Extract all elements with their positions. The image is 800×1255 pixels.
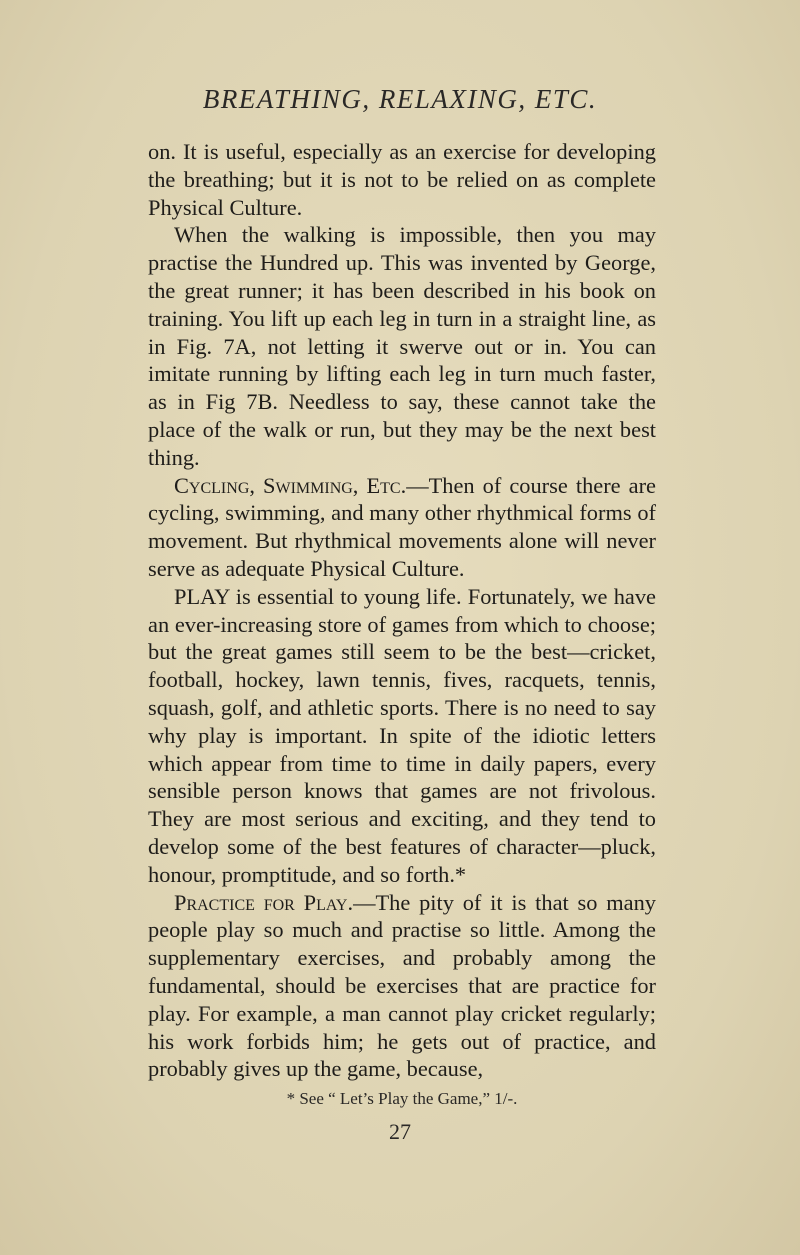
paragraph-2-text: When the walking is impossible, then you may practise the Hundred up. This was invented by George, the great runner; it has been described in his book on training. You lift up each leg in turn in a straight line, as in Fig. 7A, not letting it swerve out or in. You can imitate running by lifting each leg in turn much faster, as in Fig 7B. Needless to say, these cannot take the place of the walk or run, but they may be the next best thing. — [148, 222, 656, 470]
paragraph-3 — [148, 472, 656, 583]
paragraph-1 — [148, 138, 656, 221]
paragraph-1-text: on. It is useful, especially as an exercise for developing the breathing; but it is not to be relied on as complete Physical Culture. — [148, 139, 656, 220]
footnote: * See “ Let’s Play the Game,” 1/-. — [286, 1089, 518, 1108]
paragraph-5 — [148, 889, 656, 1084]
paragraph-3-text: —Then of course there are cycling, swimming, and many other rhythmical forms of movement. But rhythmical movements alone will never serve as adequate Physical Culture. — [148, 472, 656, 581]
paragraph-4-text: PLAY is essential to young life. Fortunately, we have an ever-increasing store of games from which to choose; but the great games still seem to be the best—cricket, football, hockey, lawn tennis, fives, racquets, tennis, squash, golf, and athletic sports. There is no need to say why play is important. In spite of the idiotic letters which appear from time to time in daily papers, every sensible person knows that games are not frivolous. They are most serious and exciting, and they tend to develop some of the best features of character—pluck, honour, promptitude, and so forth.* — [148, 583, 656, 887]
paragraph-5-text: —The pity of it is that so many people play so much and practise so little. Among the supplementary exercises, and probably among the fundamental, should be exercises that are practice for play. For example, a man cannot play cricket regularly; his work forbids him; he gets out of practice, and probably gives up the game, because, — [148, 889, 656, 1082]
section-heading-practice: Practice for Play. — [174, 889, 354, 915]
page-number: 27 — [389, 1119, 411, 1144]
body-text — [148, 138, 656, 1083]
section-heading-cycling: Cycling, Swimming, Etc. — [174, 472, 407, 498]
paragraph-4 — [148, 583, 656, 889]
paragraph-2 — [148, 221, 656, 471]
running-head: BREATHING, RELAXING, ETC. — [202, 84, 598, 114]
